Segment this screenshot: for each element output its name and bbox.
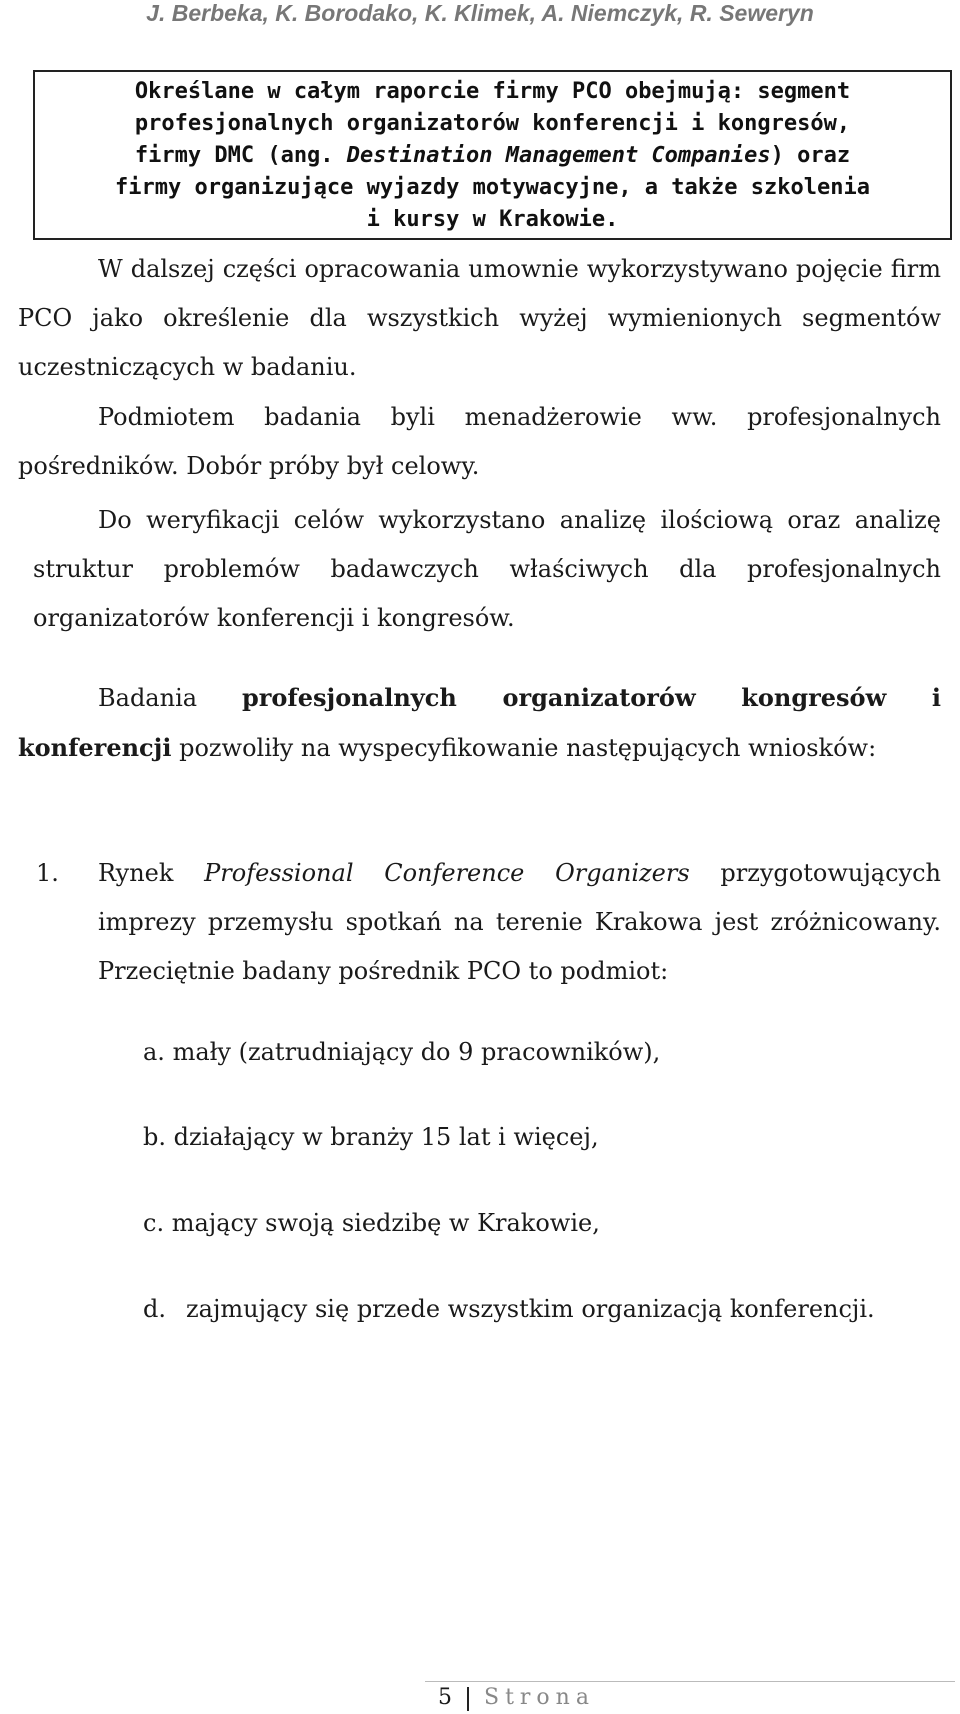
box-line-1: Określane w całym raporcie firmy PCO obejmują: segment xyxy=(134,79,851,104)
box-line-3: firmy DMC (ang. Destination Management Companies) oraz xyxy=(134,143,851,168)
paragraph-1: W dalszej części opracowania umownie wykorzystywano pojęcie firm PCO jako określenie dla wszystkich wyżej wymienionych segmentów uczestniczących w badaniu. xyxy=(18,255,941,381)
list-subitem: c. mający swoją siedzibę w Krakowie, xyxy=(143,1209,600,1237)
paragraph-2: Podmiotem badania byli menadżerowie ww. profesjonalnych pośredników. Dobór próby był celowy. xyxy=(18,403,941,480)
footer-separator xyxy=(467,1687,469,1711)
box-line-5: i kursy w Krakowie. xyxy=(366,207,619,232)
box-line-2: profesjonalnych organizatorów konferencji i kongresów, xyxy=(134,111,851,136)
page-label: Strona xyxy=(484,1685,595,1710)
paragraph-4: Badania profesjonalnych organizatorów kongresów i konferencji pozwoliły na wyspecyfikowanie następujących wniosków: xyxy=(18,683,941,762)
list-item-1-text: Rynek Professional Conference Organizers przygotowujących imprezy przemysłu spotkań na terenie Krakowa jest zróżnicowany. Przeciętnie badany pośrednik PCO to podmiot: xyxy=(98,859,941,985)
list-number: 1. xyxy=(36,859,59,887)
list-subitem: b. działający w branży 15 lat i więcej, xyxy=(143,1123,599,1151)
list-subitem: a. mały (zatrudniający do 9 pracowników), xyxy=(143,1038,661,1066)
box-line-4: firmy organizujące wyjazdy motywacyjne, a także szkolenia xyxy=(115,175,870,200)
page-header-authors: J. Berbeka, K. Borodako, K. Klimek, A. Niemczyk, R. Seweryn xyxy=(146,0,814,26)
page-number: 5 xyxy=(438,1685,452,1710)
paragraph-3: Do weryfikacji celów wykorzystano analizę ilościową oraz analizę struktur problemów badawczych właściwych dla profesjonalnych organizatorów konferencji i kongresów. xyxy=(33,506,941,632)
footer-rule xyxy=(425,1681,955,1682)
definition-box xyxy=(33,70,952,240)
